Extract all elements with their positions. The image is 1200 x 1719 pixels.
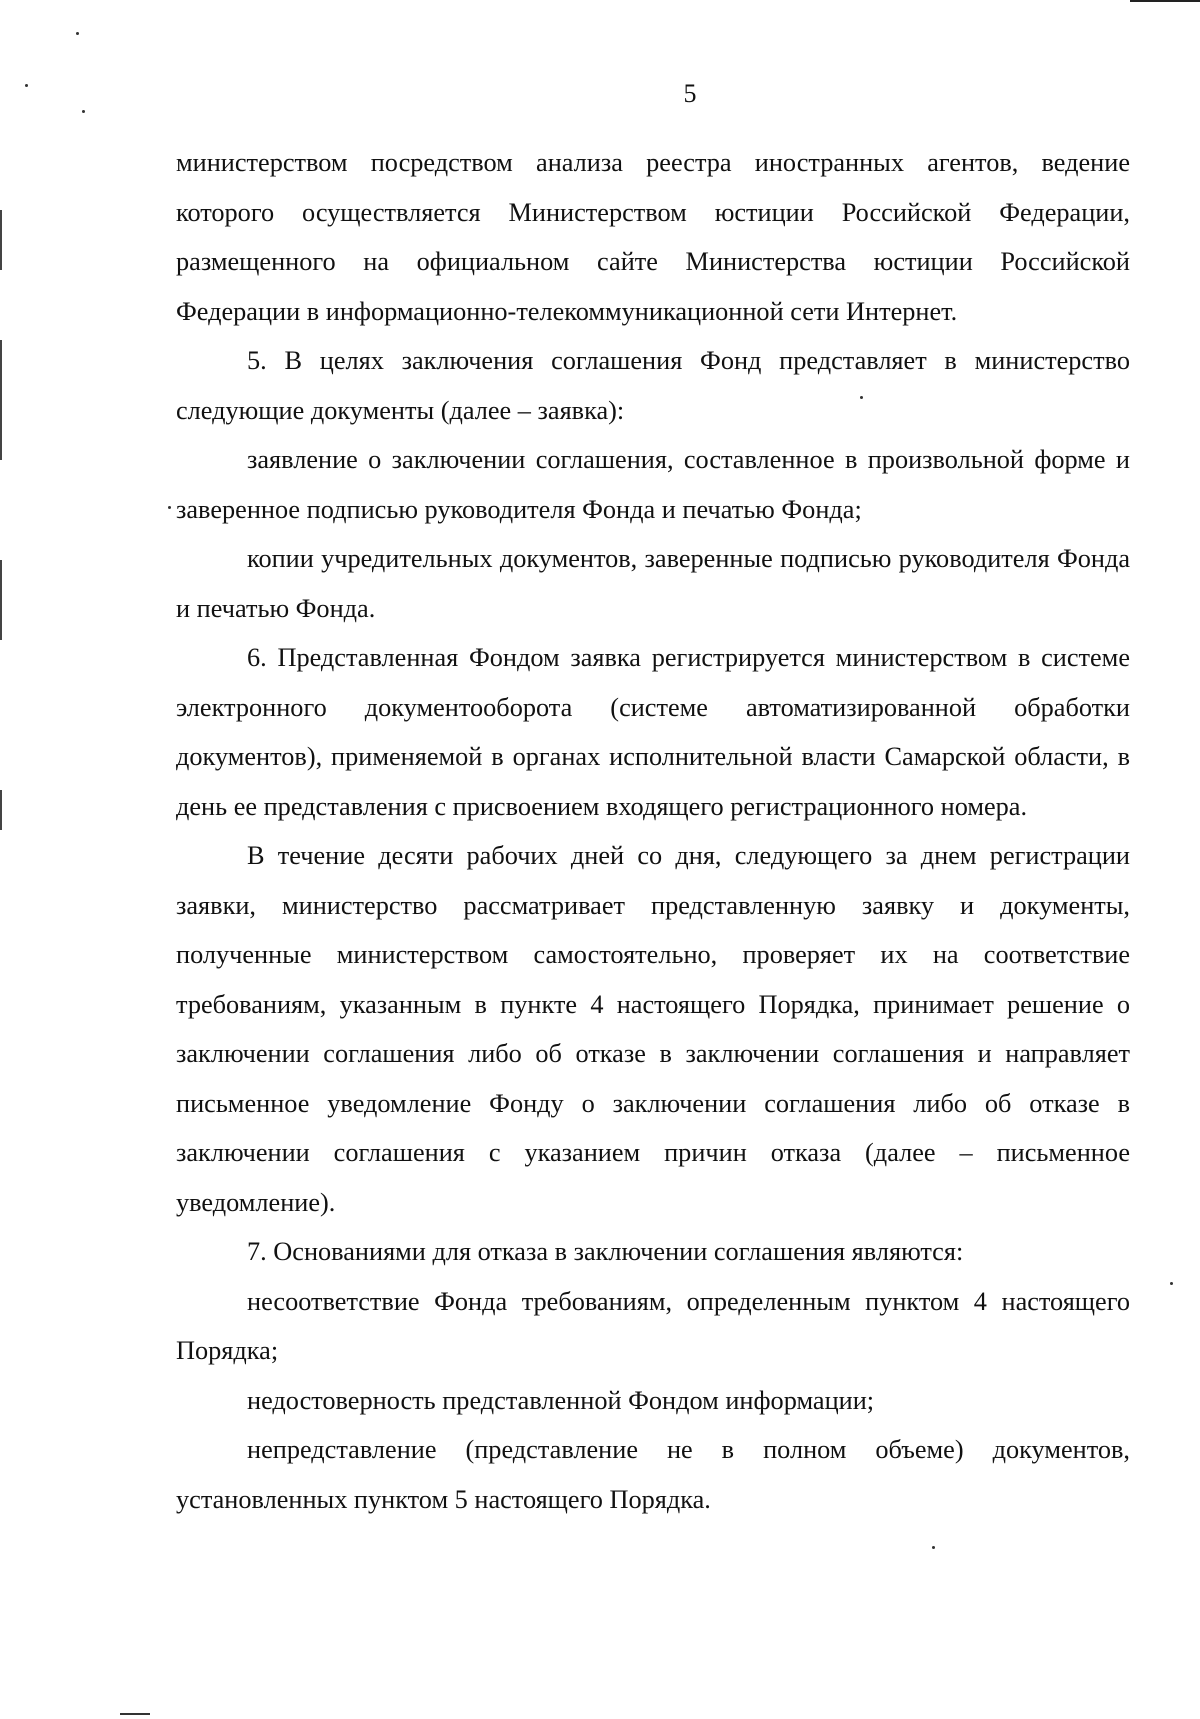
scan-speck	[168, 506, 171, 509]
scan-speck	[82, 110, 85, 113]
scan-bottom-rule	[120, 1713, 150, 1715]
document-body	[176, 138, 1130, 1524]
paragraph: 7. Основаниями для отказа в заключении соглашения являются:	[247, 1237, 964, 1266]
paragraph: несоответствие Фонда требованиям, определенным пунктом 4 настоящего Порядка;	[176, 1286, 1130, 1365]
scan-left-edge-mark	[0, 340, 2, 460]
page-number: 5	[683, 79, 697, 108]
scan-speck	[932, 1546, 935, 1549]
paragraph: В течение десяти рабочих дней со дня, следующего за днем регистрации заявки, министерство рассматривает представленную заявку и документы, полученные министерством самостоятельно, проверяет их на соответствие требованиям, указанным в пункте 4 настоящего Порядка, принимает решение о заключении соглашения либо об отказе в заключении соглашения и направляет письменное уведомление Фонду о заключении соглашения либо об отказе в заключении соглашения с указанием причин отказа (далее – письменное уведомление).	[176, 841, 1130, 1217]
paragraph: непредставление (представление не в полном объеме) документов, установленных пунктом 5 настоящего Порядка.	[176, 1435, 1130, 1514]
scan-left-edge-mark	[0, 790, 2, 830]
paragraph: 6. Представленная Фондом заявка регистрируется министерством в системе электронного документооборота (системе автоматизированной обработки документов), применяемой в органах исполнительной власти Самарской области, в день ее представления с присвоением входящего регистрационного номера.	[176, 643, 1130, 821]
scan-top-rule	[1130, 0, 1200, 2]
scan-left-edge-mark	[0, 560, 2, 640]
scan-speck	[1170, 1282, 1173, 1285]
paragraph: министерством посредством анализа реестра иностранных агентов, ведение которого осуществляется Министерством юстиции Российской Федерации, размещенного на официальном сайте Министерства юстиции Российской Федерации в информационно-телекоммуникационной сети Интернет.	[176, 148, 1130, 326]
scan-speck	[76, 32, 79, 35]
scan-left-edge-mark	[0, 210, 2, 270]
paragraph: 5. В целях заключения соглашения Фонд представляет в министерство следующие документы (далее – заявка):	[176, 346, 1130, 425]
paragraph: недостоверность представленной Фондом информации;	[247, 1385, 875, 1415]
paragraph: копии учредительных документов, заверенные подписью руководителя Фонда и печатью Фонда.	[176, 544, 1130, 623]
paragraph: заявление о заключении соглашения, составленное в произвольной форме и заверенное подписью руководителя Фонда и печатью Фонда;	[176, 445, 1130, 524]
